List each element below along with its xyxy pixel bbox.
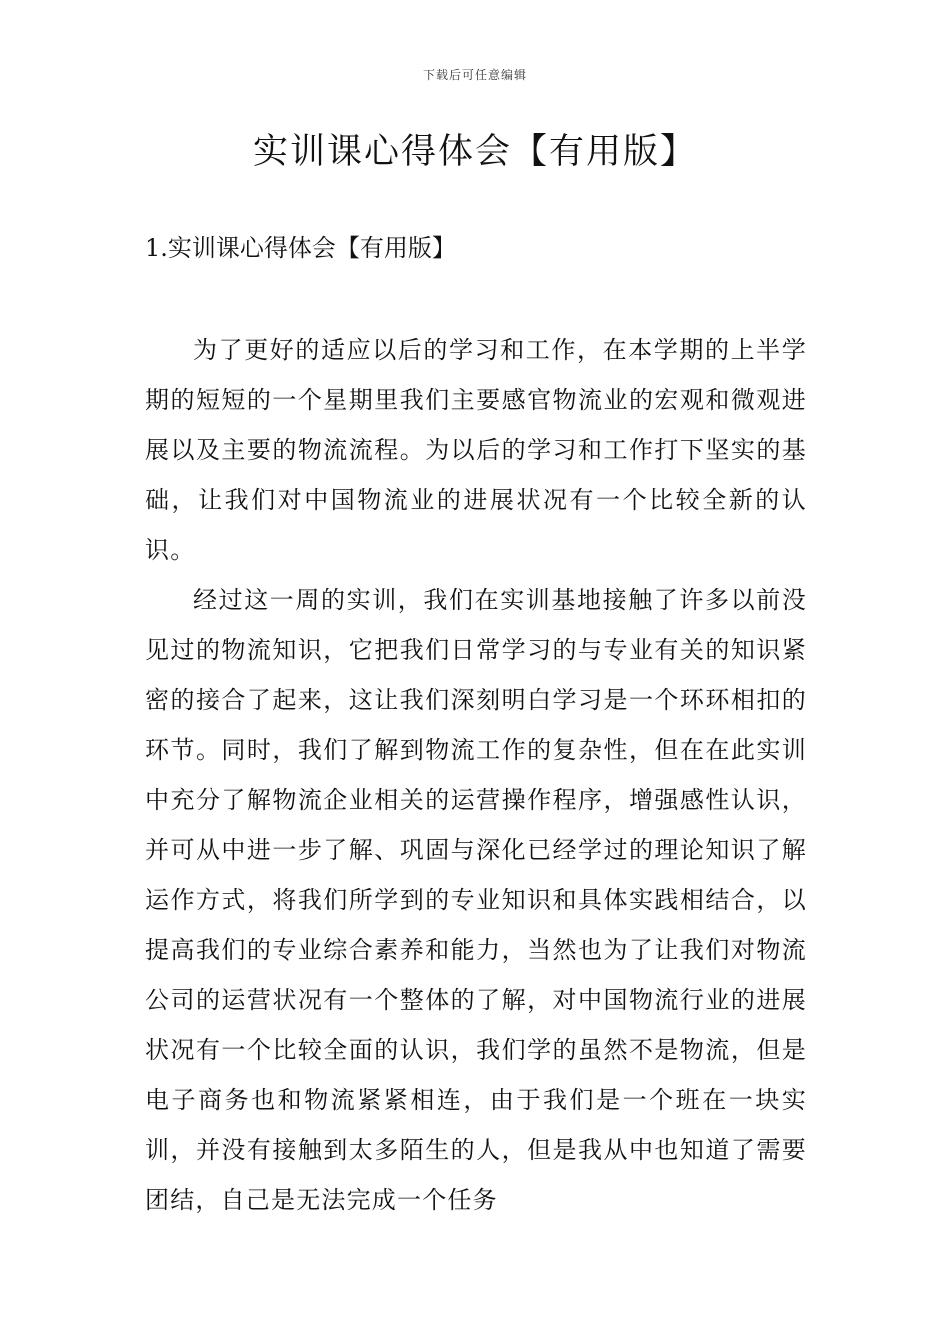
section-heading: 1.实训课心得体会【有用版】 bbox=[145, 234, 456, 262]
paragraph: 经过这一周的实训，我们在实训基地接触了许多以前没见过的物流知识，它把我们日常学习的与专业有关的知识紧密的接合了起来，这让我们深刻明白学习是一个环环相扣的环节。同时，我们了解到物流工作的复杂性，但在在此实训中充分了解物流企业相关的运营操作程序，增强感性认识，并可从中进一步了解、巩固与深化已经学过的理论知识了解运作方式，将我们所学到的专业知识和具体实践相结合，以提高我们的专业综合素养和能力，当然也为了让我们对物流公司的运营状况有一个整体的了解，对中国物流行业的进展状况有一个比较全面的认识，我们学的虽然不是物流，但是电子商务也和物流紧紧相连，由于我们是一个班在一块实训，并没有接触到太多陌生的人，但是我从中也知道了需要团结，自己是无法完成一个任务 bbox=[145, 586, 807, 1214]
body-text bbox=[145, 325, 807, 1225]
header-note: 下载后可任意编辑 bbox=[422, 68, 527, 82]
paragraph: 为了更好的适应以后的学习和工作，在本学期的上半学期的短短的一个星期里我们主要感官物流业的宏观和微观进展以及主要的物流流程。为以后的学习和工作打下坚实的基础，让我们对中国物流业的进展状况有一个比较全新的认识。 bbox=[145, 336, 807, 564]
document-title: 实训课心得体会【有用版】 bbox=[252, 132, 697, 172]
